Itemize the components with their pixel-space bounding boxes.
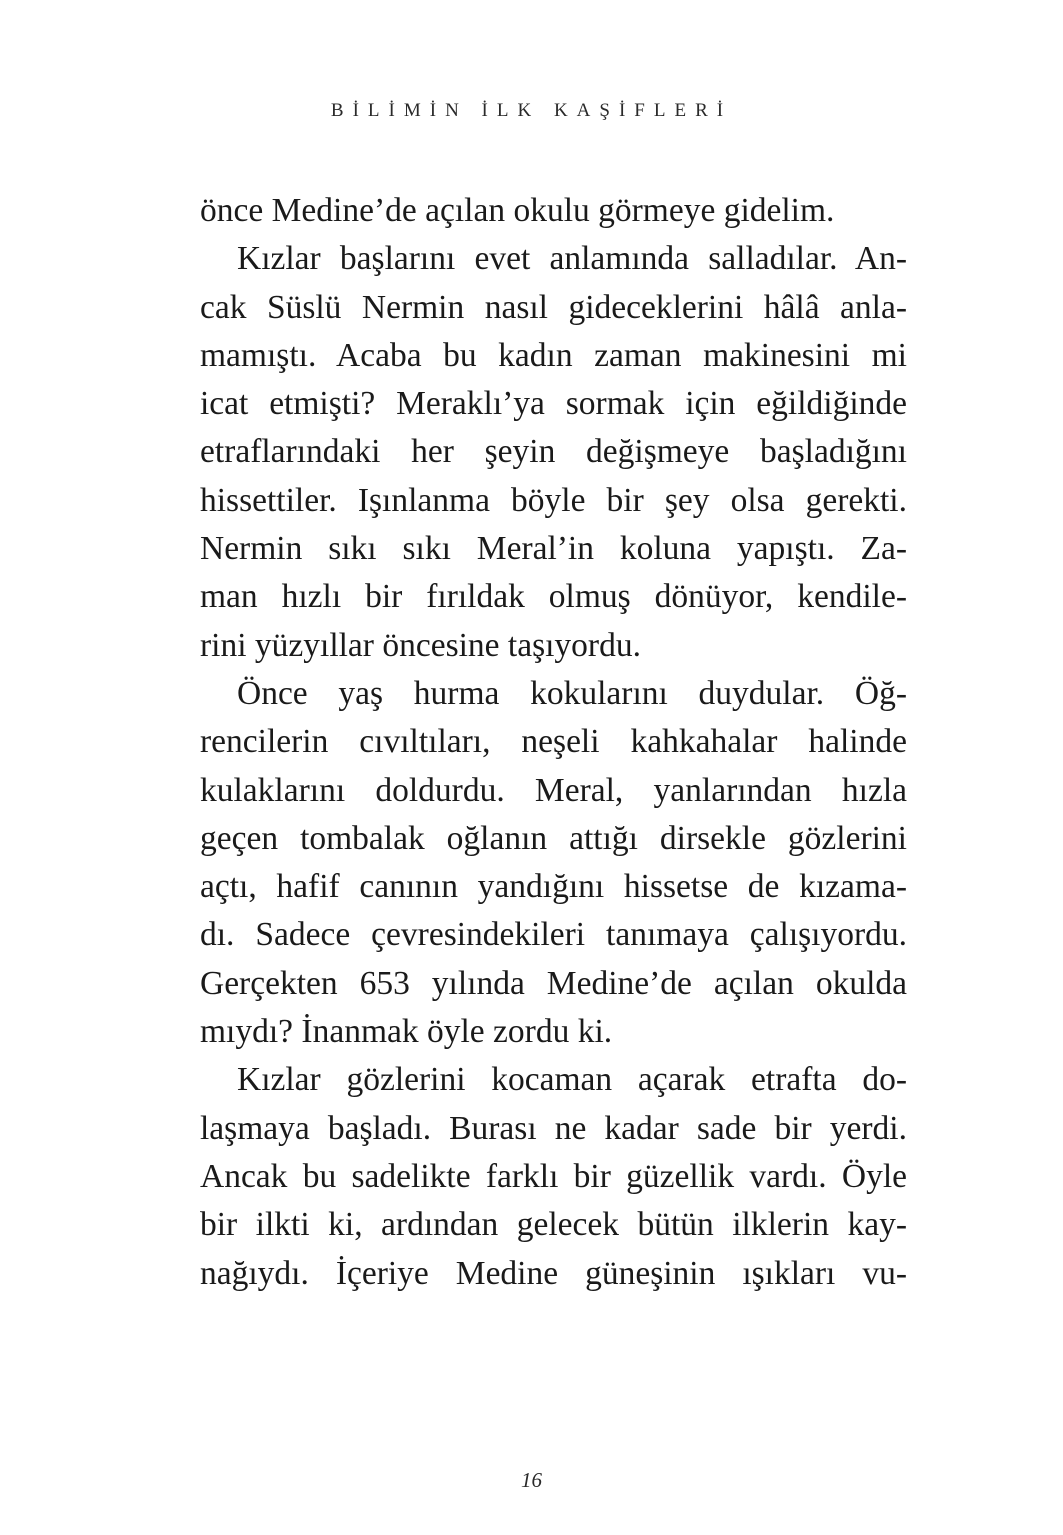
text-line: icat etmişti? Meraklı’ya sormak için eğildiğinde [200, 385, 907, 423]
text-line: mıydı? İnanmak öyle zordu ki. [200, 1013, 613, 1051]
text-line: önce Medine’de açılan okulu görmeye gidelim. [200, 192, 835, 229]
text-line: man hızlı bir fırıldak olmuş dönüyor, kendile- [200, 578, 907, 616]
paragraph [200, 235, 907, 670]
text-line: Kızlar gözlerini kocaman açarak etrafta do- [237, 1061, 907, 1099]
text-line: cak Süslü Nermin nasıl gideceklerini hâlâ anla- [200, 288, 907, 326]
text-line: kulaklarını doldurdu. Meral, yanlarından hızla [200, 771, 907, 809]
text-line: Nermin sıkı sıkı Meral’in koluna yapıştı. Za- [200, 530, 907, 568]
text-line: Ancak bu sadelikte farklı bir güzellik vardı. Öyle [200, 1157, 907, 1195]
text-line: rini yüzyıllar öncesine taşıyordu. [200, 626, 641, 664]
text-line: etraflarındaki her şeyin değişmeye başladığını [200, 433, 907, 471]
text-line: dı. Sadece çevresindekileri tanımaya çalışıyordu. [200, 916, 907, 954]
text-line: nağıydı. İçeriye Medine güneşinin ışıkları vu- [200, 1254, 907, 1292]
text-line: hissettiler. Işınlanma böyle bir şey olsa gerekti. [200, 481, 907, 519]
text-line: Kızlar başlarını evet anlamında salladılar. An- [237, 240, 907, 278]
body-text [200, 187, 907, 1298]
text-line: mamıştı. Acaba bu kadın zaman makinesini mi [200, 336, 907, 374]
text-line: Gerçekten 653 yılında Medine’de açılan okulda [200, 964, 907, 1002]
text-line: laşmaya başladı. Burası ne kadar sade bir yerdi. [200, 1109, 907, 1147]
paragraph [200, 1056, 907, 1297]
paragraph [200, 670, 907, 1056]
text-line: rencilerin cıvıltıları, neşeli kahkahalar halinde [200, 723, 907, 761]
text-line: geçen tombalak oğlanın attığı dirsekle gözlerini [200, 819, 907, 857]
text-line: bir ilkti ki, ardından gelecek bütün ilklerin kay- [200, 1206, 907, 1244]
page-number: 16 [521, 1468, 542, 1492]
text-line: Önce yaş hurma kokularını duydular. Öğ- [237, 674, 907, 712]
paragraph [200, 187, 907, 235]
text-line: açtı, hafif canının yandığını hissetse de kızama- [200, 868, 907, 906]
running-head: BİLİMİN İLK KAŞİFLERİ [330, 100, 733, 121]
